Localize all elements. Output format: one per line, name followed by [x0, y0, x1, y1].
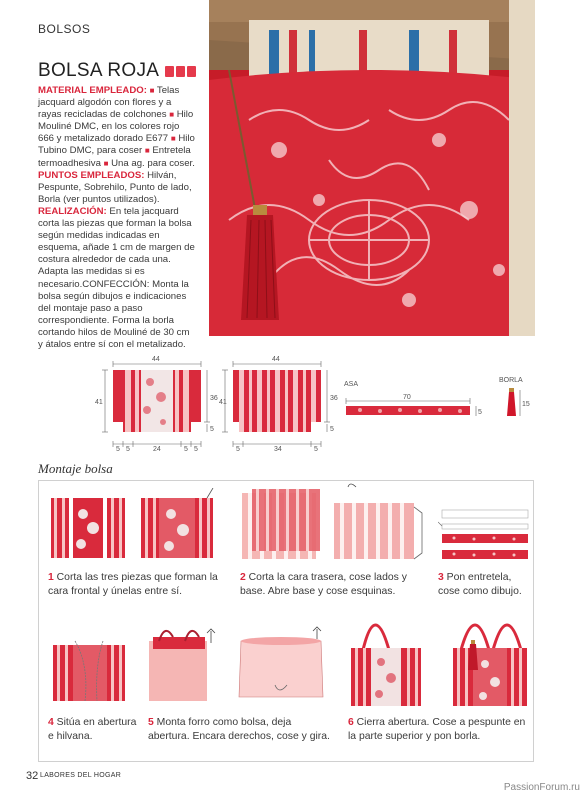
material-text: Una ag. para coser. — [111, 157, 195, 169]
back-depth-label: 36 — [330, 395, 338, 402]
back-bottom-right: 5 — [314, 446, 318, 452]
watermark: PassionForum.ru — [503, 782, 580, 793]
step-2-illustration — [238, 483, 428, 568]
bag-photo-illustration — [209, 0, 535, 336]
step-2 — [240, 571, 430, 598]
magazine-name: LABORES DEL HOGAR — [40, 772, 122, 779]
material-label: MATERIAL EMPLEADO: — [38, 85, 147, 96]
material-text: Entretela termoadhesiva — [38, 145, 191, 169]
puntos-note: (ver puntos utilizados). — [63, 193, 160, 205]
step-text: Corta la cara trasera, cose lados y base. Abre base y cose esquinas. — [240, 572, 407, 597]
montaje-title: Montaje bolsa — [38, 461, 113, 476]
section-label: BOLSOS — [38, 22, 91, 36]
bullet-square-icon: ■ — [170, 134, 176, 144]
handle-pattern-diagram — [340, 370, 490, 420]
step-number: 6 — [348, 717, 354, 728]
front-depth-label: 36 — [210, 395, 218, 402]
step-text: Sitúa en abertura e hilvana. — [48, 717, 137, 742]
step-4 — [48, 716, 140, 743]
realizacion-text: En tela jacquard corta las piezas que forman la bolsa según medidas indicadas en esquema, añade 1 cm de margen de costura alrededor de cada una. Adapta las medidas si es necesario.CONFECCIÓN: Monta la bolsa según dibujos e indicaciones del montaje paso a paso correspondiente. Forma la borla cortando hilos de Mouliné de 30 cm y átalos entre sí con el metalizado. — [38, 205, 195, 350]
front-height-label: 41 — [95, 399, 103, 406]
step-text: Cierra abertura. Cose a pespunte en la parte superior y pon borla. — [348, 717, 526, 742]
front-width-label: 44 — [152, 356, 160, 363]
step-number: 3 — [438, 572, 444, 583]
back-bottom-left: 5 — [236, 446, 240, 452]
difficulty-mark-icon — [165, 66, 174, 77]
front-pattern-diagram — [95, 352, 225, 452]
back-corner-label: 5 — [330, 426, 334, 433]
back-width-label: 44 — [272, 356, 280, 363]
front-bottom-left2: 5 — [126, 446, 130, 452]
asa-width-label: 5 — [478, 409, 482, 416]
material-text: Hilo Tubino DMC, para coser — [38, 133, 195, 157]
step-number: 5 — [148, 717, 154, 728]
realizacion-label: REALIZACIÓN: — [38, 205, 107, 217]
step-text: Corta las tres piezas que forman la cara frontal y únelas entre sí. — [48, 572, 218, 597]
step-5 — [148, 716, 334, 743]
instructions-text — [38, 85, 196, 351]
front-bottom-right2: 5 — [194, 446, 198, 452]
step-1-illustration — [45, 488, 225, 568]
front-bottom-left: 5 — [116, 446, 120, 452]
front-corner-label: 5 — [210, 426, 214, 433]
page-title: BOLSA ROJA — [38, 60, 160, 81]
step-text: Pon entretela, cose como dibujo. — [438, 572, 522, 597]
material-text: Hilo Mouliné DMC, en los colores rojo 666 y metalizado dorado E677 — [38, 109, 194, 145]
borla-length-label: 15 — [522, 401, 530, 408]
step-number: 2 — [240, 572, 246, 583]
bullet-square-icon: ■ — [103, 158, 109, 168]
borla-label: BORLA — [499, 377, 523, 384]
back-height-label: 41 — [219, 399, 227, 406]
back-pattern-diagram — [219, 352, 339, 452]
bullet-square-icon: ■ — [169, 110, 175, 120]
bullet-square-icon: ■ — [144, 146, 150, 156]
title-row — [38, 60, 196, 82]
step-3-illustration — [438, 500, 533, 570]
page-number: 32 — [26, 770, 39, 782]
step-4-illustration — [45, 625, 135, 705]
step-text: Monta forro como bolsa, deja abertura. Encara derechos, cose y gira. — [148, 717, 330, 742]
puntos-text: Hilván, Pespunte, Sobrehilo, Punto de lado, Borla — [38, 169, 192, 205]
asa-length-label: 70 — [403, 394, 411, 401]
puntos-label: PUNTOS EMPLEADOS: — [38, 169, 145, 181]
step-6-illustration — [345, 600, 535, 710]
tassel-pattern-diagram — [495, 370, 535, 420]
back-bottom-mid: 34 — [274, 446, 282, 452]
step-number: 4 — [48, 717, 54, 728]
step-number: 1 — [48, 572, 54, 583]
bullet-square-icon: ■ — [149, 86, 155, 95]
step-5-illustration — [145, 625, 330, 705]
asa-label: ASA — [344, 381, 359, 388]
difficulty-mark-icon — [187, 66, 196, 77]
front-bottom-right: 5 — [184, 446, 188, 452]
front-bottom-mid: 24 — [153, 446, 161, 452]
material-text: Telas jacquard algodón con flores y a rayas recicladas de colchones — [38, 85, 180, 121]
step-6 — [348, 716, 532, 743]
step-1 — [48, 571, 226, 598]
difficulty-mark-icon — [176, 66, 185, 77]
step-3 — [438, 571, 534, 598]
bag-photo — [209, 0, 535, 336]
